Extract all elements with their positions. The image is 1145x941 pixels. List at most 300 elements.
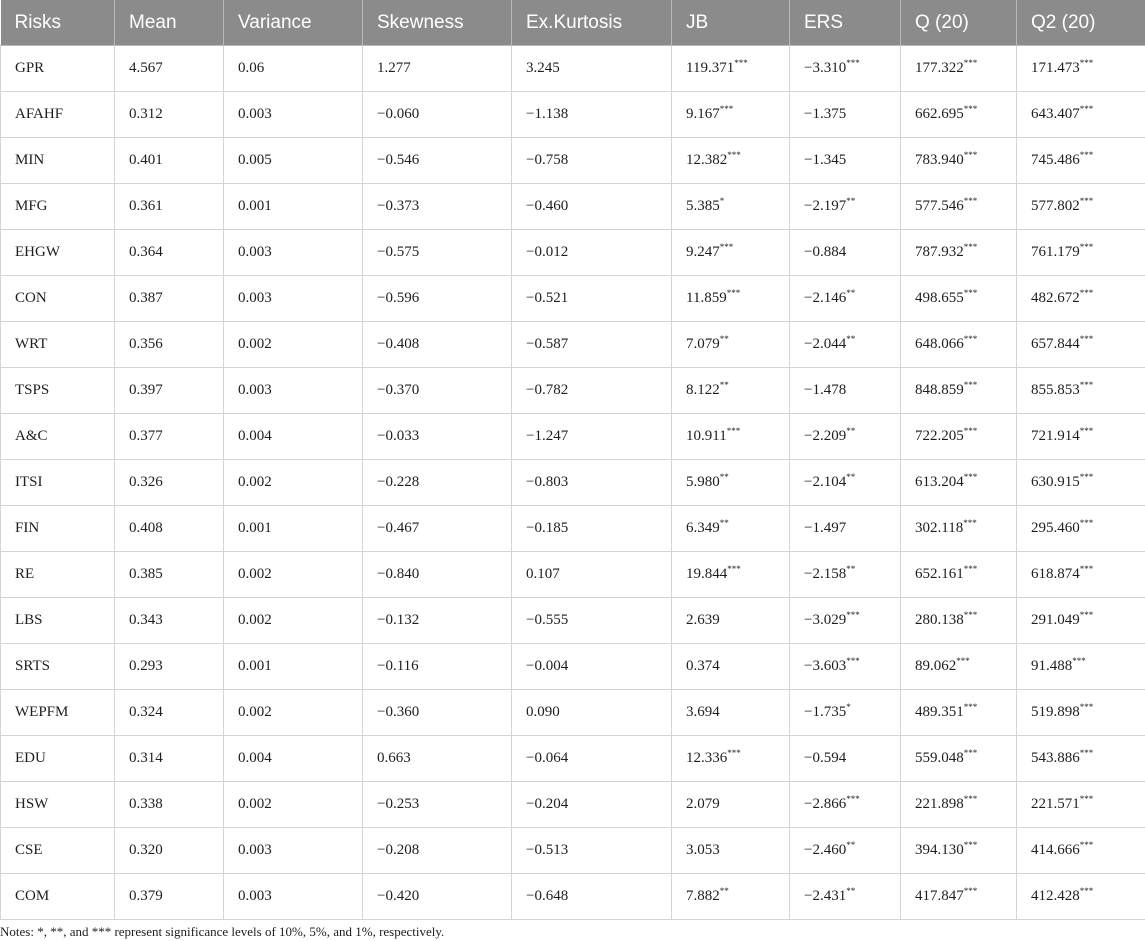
value-cell: [1017, 782, 1145, 828]
value-cell: [1017, 506, 1145, 552]
cell-value: 0.338: [129, 796, 163, 812]
value-cell: [901, 276, 1017, 322]
cell-value: 0.06: [238, 60, 265, 76]
column-header: Mean: [115, 0, 224, 46]
value-cell: [363, 92, 512, 138]
cell-value: 498.655: [915, 290, 964, 306]
cell-value: −1.138: [526, 106, 569, 122]
cell-value: 295.460: [1031, 520, 1080, 536]
value-cell: [790, 598, 901, 644]
significance-marker: ***: [963, 472, 978, 482]
table-row: [1, 46, 1145, 92]
cell-value: 0.401: [129, 152, 163, 168]
table-row: [1, 460, 1145, 506]
cell-value: 9.247: [686, 244, 720, 260]
cell-value: 0.356: [129, 336, 163, 352]
significance-marker: ***: [726, 426, 741, 436]
cell-value: 0.385: [129, 566, 163, 582]
significance-marker: ***: [1079, 288, 1094, 298]
cell-value: −0.116: [377, 658, 419, 674]
cell-value: 0.003: [238, 382, 272, 398]
table-row: [1, 184, 1145, 230]
significance-marker: **: [719, 518, 729, 528]
risk-name-cell: [1, 46, 115, 92]
significance-marker: ***: [963, 702, 978, 712]
cell-value: 0.001: [238, 198, 272, 214]
cell-value: −0.253: [377, 796, 420, 812]
value-cell: [115, 736, 224, 782]
cell-value: −0.840: [377, 566, 420, 582]
significance-marker: ***: [846, 794, 860, 804]
cell-value: 0.003: [238, 842, 272, 858]
cell-value: 652.161: [915, 566, 964, 582]
cell-value: COM: [15, 888, 50, 904]
value-cell: [363, 460, 512, 506]
value-cell: [512, 736, 672, 782]
cell-value: −0.884: [804, 244, 847, 260]
value-cell: [363, 322, 512, 368]
significance-marker: ***: [1079, 610, 1094, 620]
value-cell: [363, 46, 512, 92]
value-cell: [224, 552, 363, 598]
value-cell: [901, 460, 1017, 506]
value-cell: [672, 368, 790, 414]
value-cell: [672, 828, 790, 874]
significance-marker: ***: [963, 380, 978, 390]
value-cell: [512, 92, 672, 138]
significance-marker: **: [719, 380, 729, 390]
cell-value: RE: [15, 566, 35, 582]
cell-value: 0.314: [129, 750, 163, 766]
cell-value: 0.002: [238, 796, 272, 812]
value-cell: [672, 414, 790, 460]
cell-value: MFG: [15, 198, 48, 214]
table-row: [1, 414, 1145, 460]
cell-value: CSE: [15, 842, 43, 858]
value-cell: [512, 506, 672, 552]
cell-value: 657.844: [1031, 336, 1080, 352]
value-cell: [672, 230, 790, 276]
significance-marker: ***: [963, 886, 978, 896]
value-cell: [115, 782, 224, 828]
cell-value: −0.575: [377, 244, 420, 260]
significance-marker: **: [846, 840, 856, 850]
table-row: [1, 506, 1145, 552]
cell-value: GPR: [15, 60, 45, 76]
value-cell: [672, 46, 790, 92]
cell-value: 630.915: [1031, 474, 1080, 490]
value-cell: [224, 460, 363, 506]
cell-value: 0.004: [238, 428, 272, 444]
cell-value: −0.594: [804, 750, 847, 766]
cell-value: AFAHF: [15, 106, 64, 122]
cell-value: −0.408: [377, 336, 420, 352]
value-cell: [1017, 736, 1145, 782]
cell-value: 0.002: [238, 336, 272, 352]
cell-value: −2.158: [804, 566, 847, 582]
value-cell: [224, 598, 363, 644]
value-cell: [363, 276, 512, 322]
cell-value: −0.373: [377, 198, 420, 214]
cell-value: 0.387: [129, 290, 163, 306]
value-cell: [672, 782, 790, 828]
cell-value: 8.122: [686, 382, 720, 398]
value-cell: [363, 230, 512, 276]
cell-value: 0.324: [129, 704, 163, 720]
cell-value: MIN: [15, 152, 45, 168]
value-cell: [224, 782, 363, 828]
significance-marker: ***: [1079, 242, 1094, 252]
value-cell: [115, 506, 224, 552]
cell-value: −0.228: [377, 474, 420, 490]
value-cell: [901, 644, 1017, 690]
value-cell: [363, 828, 512, 874]
cell-value: 0.312: [129, 106, 163, 122]
cell-value: −0.420: [377, 888, 420, 904]
cell-value: 221.571: [1031, 796, 1080, 812]
value-cell: [790, 46, 901, 92]
value-cell: [1017, 276, 1145, 322]
cell-value: 0.663: [377, 750, 411, 766]
cell-value: CON: [15, 290, 47, 306]
cell-value: −0.370: [377, 382, 420, 398]
cell-value: 7.882: [686, 888, 720, 904]
cell-value: −0.360: [377, 704, 420, 720]
cell-value: 761.179: [1031, 244, 1080, 260]
cell-value: −2.146: [804, 290, 847, 306]
cell-value: 3.245: [526, 60, 560, 76]
cell-value: 0.002: [238, 704, 272, 720]
cell-value: 783.940: [915, 152, 964, 168]
cell-value: 0.005: [238, 152, 272, 168]
cell-value: −2.044: [804, 336, 847, 352]
value-cell: [901, 184, 1017, 230]
significance-marker: ***: [963, 242, 978, 252]
risk-name-cell: [1, 552, 115, 598]
risk-name-cell: [1, 828, 115, 874]
risk-name-cell: [1, 368, 115, 414]
cell-value: 4.567: [129, 60, 163, 76]
value-cell: [363, 138, 512, 184]
value-cell: [901, 552, 1017, 598]
table-row: [1, 230, 1145, 276]
value-cell: [224, 874, 363, 920]
value-cell: [224, 138, 363, 184]
value-cell: [790, 736, 901, 782]
value-cell: [901, 368, 1017, 414]
cell-value: 0.379: [129, 888, 163, 904]
value-cell: [115, 368, 224, 414]
value-cell: [224, 506, 363, 552]
value-cell: [1017, 322, 1145, 368]
value-cell: [901, 92, 1017, 138]
value-cell: [363, 782, 512, 828]
value-cell: [1017, 92, 1145, 138]
value-cell: [512, 690, 672, 736]
value-cell: [224, 690, 363, 736]
value-cell: [115, 46, 224, 92]
significance-marker: **: [846, 334, 856, 344]
risk-name-cell: [1, 782, 115, 828]
value-cell: [901, 414, 1017, 460]
cell-value: −2.197: [804, 198, 847, 214]
cell-value: A&C: [15, 428, 48, 444]
risk-name-cell: [1, 506, 115, 552]
significance-marker: ***: [1079, 702, 1094, 712]
cell-value: −3.029: [804, 612, 847, 628]
cell-value: 394.130: [915, 842, 964, 858]
table-row: [1, 598, 1145, 644]
value-cell: [512, 552, 672, 598]
table-notes: Notes: *, **, and *** represent significance levels of 10%, 5%, and 1%, respectively.: [0, 924, 445, 939]
cell-value: −0.033: [377, 428, 420, 444]
cell-value: 0.002: [238, 566, 272, 582]
value-cell: [1017, 828, 1145, 874]
cell-value: 12.382: [686, 152, 728, 168]
value-cell: [224, 828, 363, 874]
cell-value: WRT: [15, 336, 48, 352]
cell-value: 0.003: [238, 888, 272, 904]
risk-name-cell: [1, 184, 115, 230]
cell-value: 0.003: [238, 290, 272, 306]
cell-value: 6.349: [686, 520, 720, 536]
cell-value: 0.003: [238, 244, 272, 260]
value-cell: [1017, 690, 1145, 736]
cell-value: 482.672: [1031, 290, 1080, 306]
value-cell: [224, 736, 363, 782]
table-row: [1, 874, 1145, 920]
value-cell: [115, 92, 224, 138]
value-cell: [512, 460, 672, 506]
cell-value: 89.062: [915, 658, 957, 674]
value-cell: [790, 690, 901, 736]
value-cell: [1017, 368, 1145, 414]
cell-value: 0.004: [238, 750, 272, 766]
value-cell: [1017, 230, 1145, 276]
value-cell: [512, 828, 672, 874]
value-cell: [901, 874, 1017, 920]
value-cell: [115, 414, 224, 460]
significance-marker: ***: [1079, 150, 1094, 160]
value-cell: [115, 230, 224, 276]
value-cell: [512, 276, 672, 322]
value-cell: [672, 92, 790, 138]
significance-marker: ***: [963, 104, 978, 114]
table-row: [1, 828, 1145, 874]
value-cell: [790, 230, 901, 276]
value-cell: [790, 874, 901, 920]
value-cell: [790, 506, 901, 552]
value-cell: [790, 782, 901, 828]
value-cell: [672, 506, 790, 552]
cell-value: 10.911: [686, 428, 727, 444]
table-row: [1, 276, 1145, 322]
cell-value: 0.343: [129, 612, 163, 628]
value-cell: [224, 230, 363, 276]
risk-name-cell: [1, 230, 115, 276]
risk-name-cell: [1, 414, 115, 460]
value-cell: [1017, 46, 1145, 92]
cell-value: 2.079: [686, 796, 720, 812]
significance-marker: ***: [1072, 656, 1086, 666]
cell-value: −1.247: [526, 428, 569, 444]
table-body: [1, 46, 1145, 920]
significance-marker: ***: [1079, 196, 1094, 206]
significance-marker: *: [846, 702, 851, 712]
value-cell: [901, 828, 1017, 874]
value-cell: [672, 276, 790, 322]
value-cell: [790, 138, 901, 184]
value-cell: [115, 598, 224, 644]
cell-value: −0.132: [377, 612, 420, 628]
cell-value: −2.431: [804, 888, 847, 904]
value-cell: [512, 368, 672, 414]
cell-value: −0.467: [377, 520, 420, 536]
cell-value: −3.310: [804, 60, 847, 76]
cell-value: −2.460: [804, 842, 847, 858]
value-cell: [901, 138, 1017, 184]
significance-marker: **: [846, 196, 856, 206]
column-header: Variance: [224, 0, 363, 46]
value-cell: [672, 598, 790, 644]
significance-marker: ***: [1079, 886, 1094, 896]
column-header: Risks: [1, 0, 115, 46]
significance-marker: **: [719, 886, 729, 896]
cell-value: 5.980: [686, 474, 720, 490]
significance-marker: ***: [963, 840, 978, 850]
value-cell: [672, 460, 790, 506]
significance-marker: ***: [846, 610, 860, 620]
cell-value: 559.048: [915, 750, 964, 766]
cell-value: −3.603: [804, 658, 847, 674]
value-cell: [672, 874, 790, 920]
value-cell: [512, 322, 672, 368]
value-cell: [901, 690, 1017, 736]
cell-value: SRTS: [15, 658, 50, 674]
significance-marker: **: [846, 426, 856, 436]
cell-value: −0.204: [526, 796, 569, 812]
table-row: [1, 736, 1145, 782]
value-cell: [224, 368, 363, 414]
significance-marker: **: [846, 472, 856, 482]
cell-value: 0.364: [129, 244, 163, 260]
risk-name-cell: [1, 598, 115, 644]
cell-value: 745.486: [1031, 152, 1080, 168]
cell-value: −1.497: [804, 520, 847, 536]
significance-marker: ***: [963, 794, 978, 804]
column-header: Q (20): [901, 0, 1017, 46]
table-row: [1, 322, 1145, 368]
cell-value: −0.513: [526, 842, 569, 858]
cell-value: 613.204: [915, 474, 964, 490]
cell-value: WEPFM: [15, 704, 69, 720]
risk-name-cell: [1, 690, 115, 736]
value-cell: [115, 322, 224, 368]
cell-value: −2.104: [804, 474, 847, 490]
cell-value: 0.107: [526, 566, 560, 582]
cell-value: −0.587: [526, 336, 569, 352]
significance-marker: ***: [963, 610, 978, 620]
value-cell: [672, 552, 790, 598]
cell-value: 291.049: [1031, 612, 1080, 628]
significance-marker: ***: [963, 748, 978, 758]
significance-marker: ***: [963, 288, 978, 298]
value-cell: [901, 782, 1017, 828]
value-cell: [1017, 460, 1145, 506]
cell-value: −0.596: [377, 290, 420, 306]
value-cell: [115, 828, 224, 874]
value-cell: [224, 414, 363, 460]
cell-value: −0.782: [526, 382, 569, 398]
value-cell: [790, 414, 901, 460]
value-cell: [115, 874, 224, 920]
cell-value: ITSI: [15, 474, 43, 490]
value-cell: [115, 460, 224, 506]
significance-marker: ***: [719, 104, 734, 114]
cell-value: 2.639: [686, 612, 720, 628]
cell-value: 221.898: [915, 796, 964, 812]
value-cell: [790, 322, 901, 368]
value-cell: [790, 92, 901, 138]
value-cell: [672, 184, 790, 230]
cell-value: 848.859: [915, 382, 964, 398]
cell-value: 855.853: [1031, 382, 1080, 398]
cell-value: −1.345: [804, 152, 847, 168]
value-cell: [512, 782, 672, 828]
value-cell: [115, 276, 224, 322]
column-header: JB: [672, 0, 790, 46]
cell-value: 417.847: [915, 888, 964, 904]
value-cell: [790, 368, 901, 414]
value-cell: [512, 138, 672, 184]
value-cell: [224, 92, 363, 138]
cell-value: 519.898: [1031, 704, 1080, 720]
cell-value: −0.064: [526, 750, 569, 766]
column-header: Ex.Kurtosis: [512, 0, 672, 46]
value-cell: [1017, 184, 1145, 230]
cell-value: 11.859: [686, 290, 727, 306]
cell-value: 0.003: [238, 106, 272, 122]
cell-value: −0.460: [526, 198, 569, 214]
cell-value: 119.371: [686, 60, 735, 76]
value-cell: [1017, 874, 1145, 920]
table-row: [1, 782, 1145, 828]
cell-value: −0.004: [526, 658, 569, 674]
table-row: [1, 92, 1145, 138]
cell-value: EDU: [15, 750, 46, 766]
value-cell: [1017, 138, 1145, 184]
significance-marker: ***: [727, 150, 741, 160]
significance-marker: ***: [956, 656, 970, 666]
value-cell: [363, 690, 512, 736]
significance-marker: ***: [1079, 794, 1094, 804]
value-cell: [115, 552, 224, 598]
value-cell: [363, 184, 512, 230]
column-header: Skewness: [363, 0, 512, 46]
value-cell: [363, 736, 512, 782]
cell-value: 489.351: [915, 704, 964, 720]
significance-marker: **: [846, 564, 856, 574]
significance-marker: ***: [1079, 380, 1094, 390]
cell-value: 3.053: [686, 842, 720, 858]
value-cell: [672, 644, 790, 690]
cell-value: 0.001: [238, 658, 272, 674]
cell-value: 0.377: [129, 428, 163, 444]
cell-value: 0.326: [129, 474, 163, 490]
value-cell: [1017, 644, 1145, 690]
table-row: [1, 644, 1145, 690]
value-cell: [363, 506, 512, 552]
